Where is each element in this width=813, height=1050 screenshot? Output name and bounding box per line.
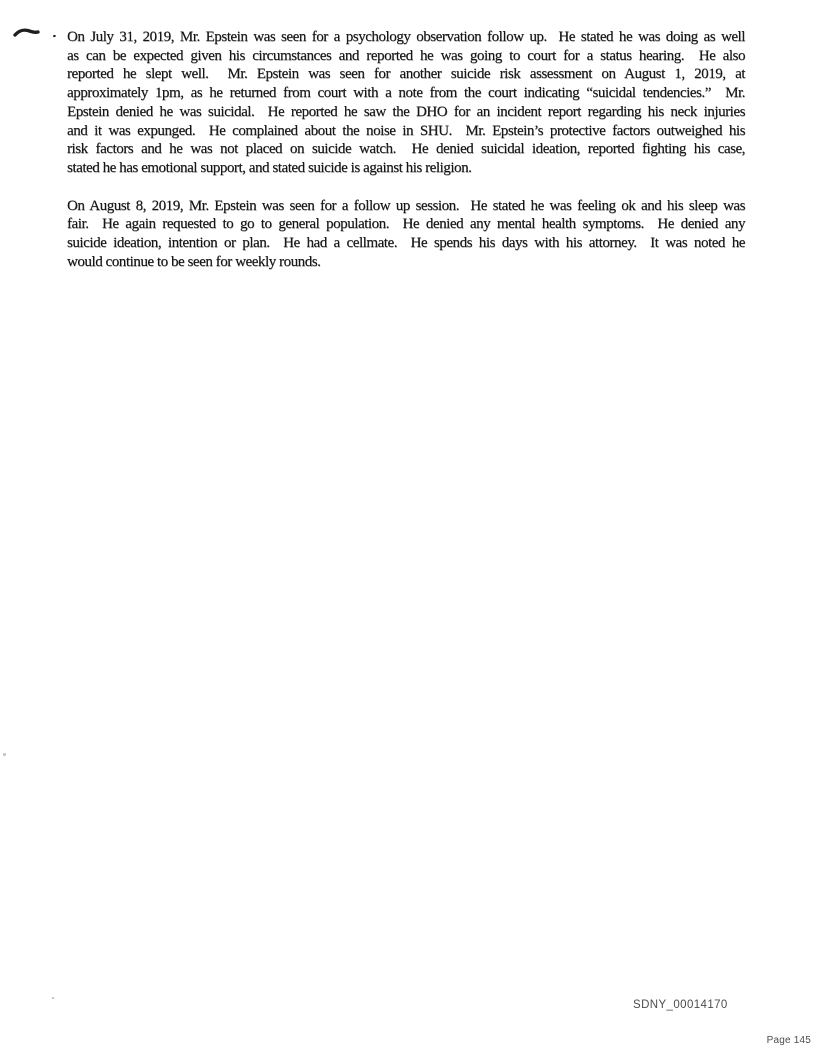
text-line: fair. He again requested to go to general population. He denied any mental health symptoms. He denied any xyxy=(67,216,745,233)
text-line: as can be expected given his circumstances and reported he was going to court for a status hearing. He also xyxy=(67,47,745,64)
text-line: On July 31, 2019, Mr. Epstein was seen for a psychology observation follow up. He stated he was doing as well xyxy=(67,29,745,45)
bates-number: SDNY_00014170 xyxy=(633,999,728,1011)
text-line: and it was expunged. He complained about the noise in SHU. Mr. Epstein’s protective factors outweighed his xyxy=(67,122,745,139)
scan-artifact-dot xyxy=(3,753,6,756)
scan-artifact-dot xyxy=(52,997,54,999)
bullet-icon: • xyxy=(50,30,58,42)
document-body xyxy=(50,28,745,271)
page-number-label: Page 145 xyxy=(766,1035,811,1046)
text-line: risk factors and he was not placed on suicide watch. He denied suicidal ideation, reported fighting his case, xyxy=(67,141,745,158)
pen-mark-icon xyxy=(13,25,41,41)
text-line: Epstein denied he was suicidal. He reported he saw the DHO for an incident report regarding his neck injuries xyxy=(67,103,745,120)
text-line: would continue to be seen for weekly rounds. xyxy=(67,253,321,270)
text-line: stated he has emotional support, and stated suicide is against his religion. xyxy=(67,159,472,176)
text-line: reported he slept well. Mr. Epstein was seen for another suicide risk assessment on August 1, 2019, at xyxy=(67,66,745,83)
text-line: suicide ideation, intention or plan. He had a cellmate. He spends his days with his attorney. It was noted he xyxy=(67,235,745,252)
text-line: On August 8, 2019, Mr. Epstein was seen for a follow up session. He stated he was feeling ok and his sleep was xyxy=(67,197,745,214)
paragraph-july-31 xyxy=(50,28,745,178)
paragraph-lines xyxy=(67,197,745,272)
paragraph-lines xyxy=(67,28,745,178)
paragraph-august-8 xyxy=(67,197,745,272)
text-line: approximately 1pm, as he returned from court with a note from the court indicating “suicidal tendencies.” Mr. xyxy=(67,85,745,102)
